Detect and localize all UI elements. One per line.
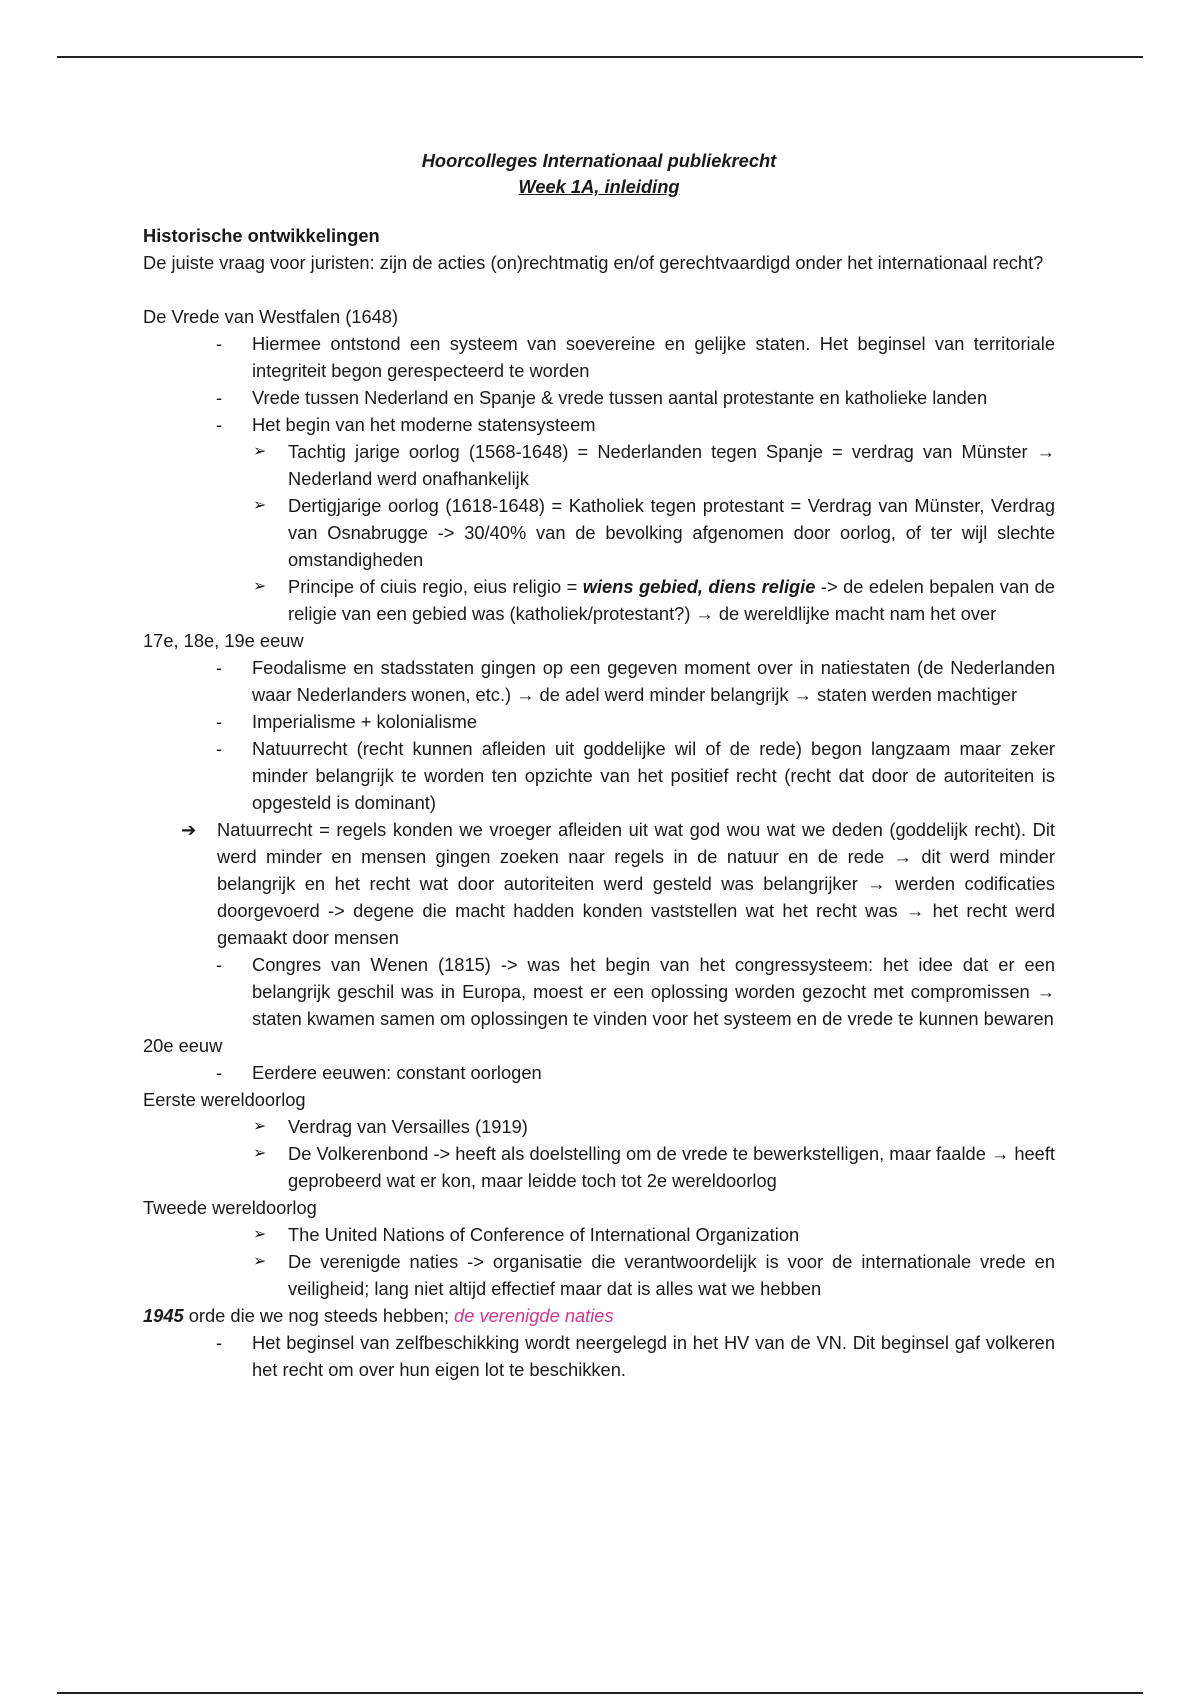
bottom-rule xyxy=(57,1692,1143,1694)
arrow-bullet-icon: ➢ xyxy=(253,497,267,514)
list-item: - Feodalisme en stadsstaten gingen op een gegeven moment over in natiestaten (de Nederlanden waar Nederlanders wonen, etc.) → de adel werd minder belangrijk → staten werden machtiger xyxy=(216,657,1055,705)
year-1945-line: 1945 orde die we nog steeds hebben; de verenigde naties xyxy=(143,1305,614,1326)
right-arrow-icon: ➔ xyxy=(181,819,197,840)
sub-list-item: ➢ Tachtig jarige oorlog (1568-1648) = Nederlanden tegen Spanje = verdrag van Münster → Nederland werd onafhankelijk xyxy=(143,438,1055,492)
ww2-label: Tweede wereldoorlog xyxy=(143,1197,317,1218)
top-rule xyxy=(57,56,1143,58)
eeuw-17-19-label: 17e, 18e, 19e eeuw xyxy=(143,630,304,651)
arrow-bullet-icon: ➢ xyxy=(253,1226,267,1243)
arrow-bullet-icon: ➢ xyxy=(253,578,267,595)
sub-list-item: ➢ Verdrag van Versailles (1919) xyxy=(143,1113,1055,1140)
arrow-note: ➔ Natuurrecht = regels konden we vroeger afleiden uit wat god wou wat we deden (goddelijk recht). Dit werd minder en mensen gingen zoeken naar regels in de natuur en de rede → dit werd minder belangrijk en het recht wat door autoriteiten werd gesteld was belangrijker → werden codificaties doorgevoerd -> degene die macht hadden konden vaststellen wat het recht was → het recht werd gemaakt door mensen xyxy=(143,816,1055,951)
westfalen-label: De Vrede van Westfalen (1648) xyxy=(143,306,399,327)
sub-list-item: ➢ The United Nations of Conference of International Organization xyxy=(143,1221,1055,1248)
list-item: - Vrede tussen Nederland en Spanje & vrede tussen aantal protestante en katholieke landen xyxy=(216,387,988,408)
arrow-bullet-icon: ➢ xyxy=(253,1118,267,1135)
year-1945: 1945 xyxy=(143,1305,184,1326)
list-item: - Natuurrecht (recht kunnen afleiden uit goddelijke wil of de rede) begon langzaam maar zeker minder belangrijk te worden ten opzichte van het positief recht (recht dat door de autoriteiten is opgesteld is dominant) xyxy=(216,738,1055,813)
document-title: Hoorcolleges Internationaal publiekrecht xyxy=(421,150,777,171)
list-item: - Congres van Wenen (1815) -> was het begin van het congressysteem: het idee dat er een belangrijk geschil was in Europa, moest er een oplossing worden gezocht met compromissen → staten kwamen samen om oplossingen te vinden voor het systeem en de vrede te kunnen bewaren xyxy=(216,954,1055,1029)
list-item: - Het begin van het moderne statensysteem xyxy=(216,414,596,435)
list-item: - Het beginsel van zelfbeschikking wordt neergelegd in het HV van de VN. Dit beginsel gaf volkeren het recht om over hun eigen lot te beschikken. xyxy=(216,1332,1055,1380)
eeuw-20-label: 20e eeuw xyxy=(143,1035,223,1056)
sub-list-item: ➢ Principe of ciuis regio, eius religio = wiens gebied, diens religie -> de edelen bepalen van de religie van een gebied was (katholiek/protestant?) → de wereldlijke macht nam het over xyxy=(143,573,1055,627)
section-heading: Historische ontwikkelingen xyxy=(143,225,380,246)
title-block xyxy=(143,148,1055,200)
arrow-bullet-icon: ➢ xyxy=(253,1253,267,1270)
arrow-bullet-icon: ➢ xyxy=(253,1145,267,1162)
list-item: - Eerdere eeuwen: constant oorlogen xyxy=(216,1062,542,1083)
list-item: - Imperialisme + kolonialisme xyxy=(216,711,478,732)
arrow-bullet-icon: ➢ xyxy=(253,443,267,460)
list-item: - Hiermee ontstond een systeem van soevereine en gelijke staten. Het beginsel van territoriale integriteit begon gerespecteerd te worden xyxy=(216,333,1055,381)
document-subtitle: Week 1A, inleiding xyxy=(518,176,680,197)
sub-list-item: ➢ De verenigde naties -> organisatie die verantwoordelijk is voor de internationale vrede en veiligheid; lang niet altijd effectief maar dat is alles wat we hebben xyxy=(143,1248,1055,1302)
sub-list-item: ➢ Dertigjarige oorlog (1618-1648) = Katholiek tegen protestant = Verdrag van Münster, Verdrag van Osnabrugge -> 30/40% van de bevolking afgenomen door oorlog, of ter wijl slechte omstandigheden xyxy=(143,492,1055,573)
highlight-text: de verenigde naties xyxy=(454,1305,614,1326)
document-page xyxy=(143,148,1055,1383)
ww1-label: Eerste wereldoorlog xyxy=(143,1089,306,1110)
intro-paragraph: De juiste vraag voor juristen: zijn de acties (on)rechtmatig en/of gerechtvaardigd onder het internationaal recht? xyxy=(143,252,1044,273)
sub-list-item: ➢ De Volkerenbond -> heeft als doelstelling om de vrede te bewerkstelligen, maar faalde → heeft geprobeerd wat er kon, maar leidde toch tot 2e wereldoorlog xyxy=(143,1140,1055,1194)
